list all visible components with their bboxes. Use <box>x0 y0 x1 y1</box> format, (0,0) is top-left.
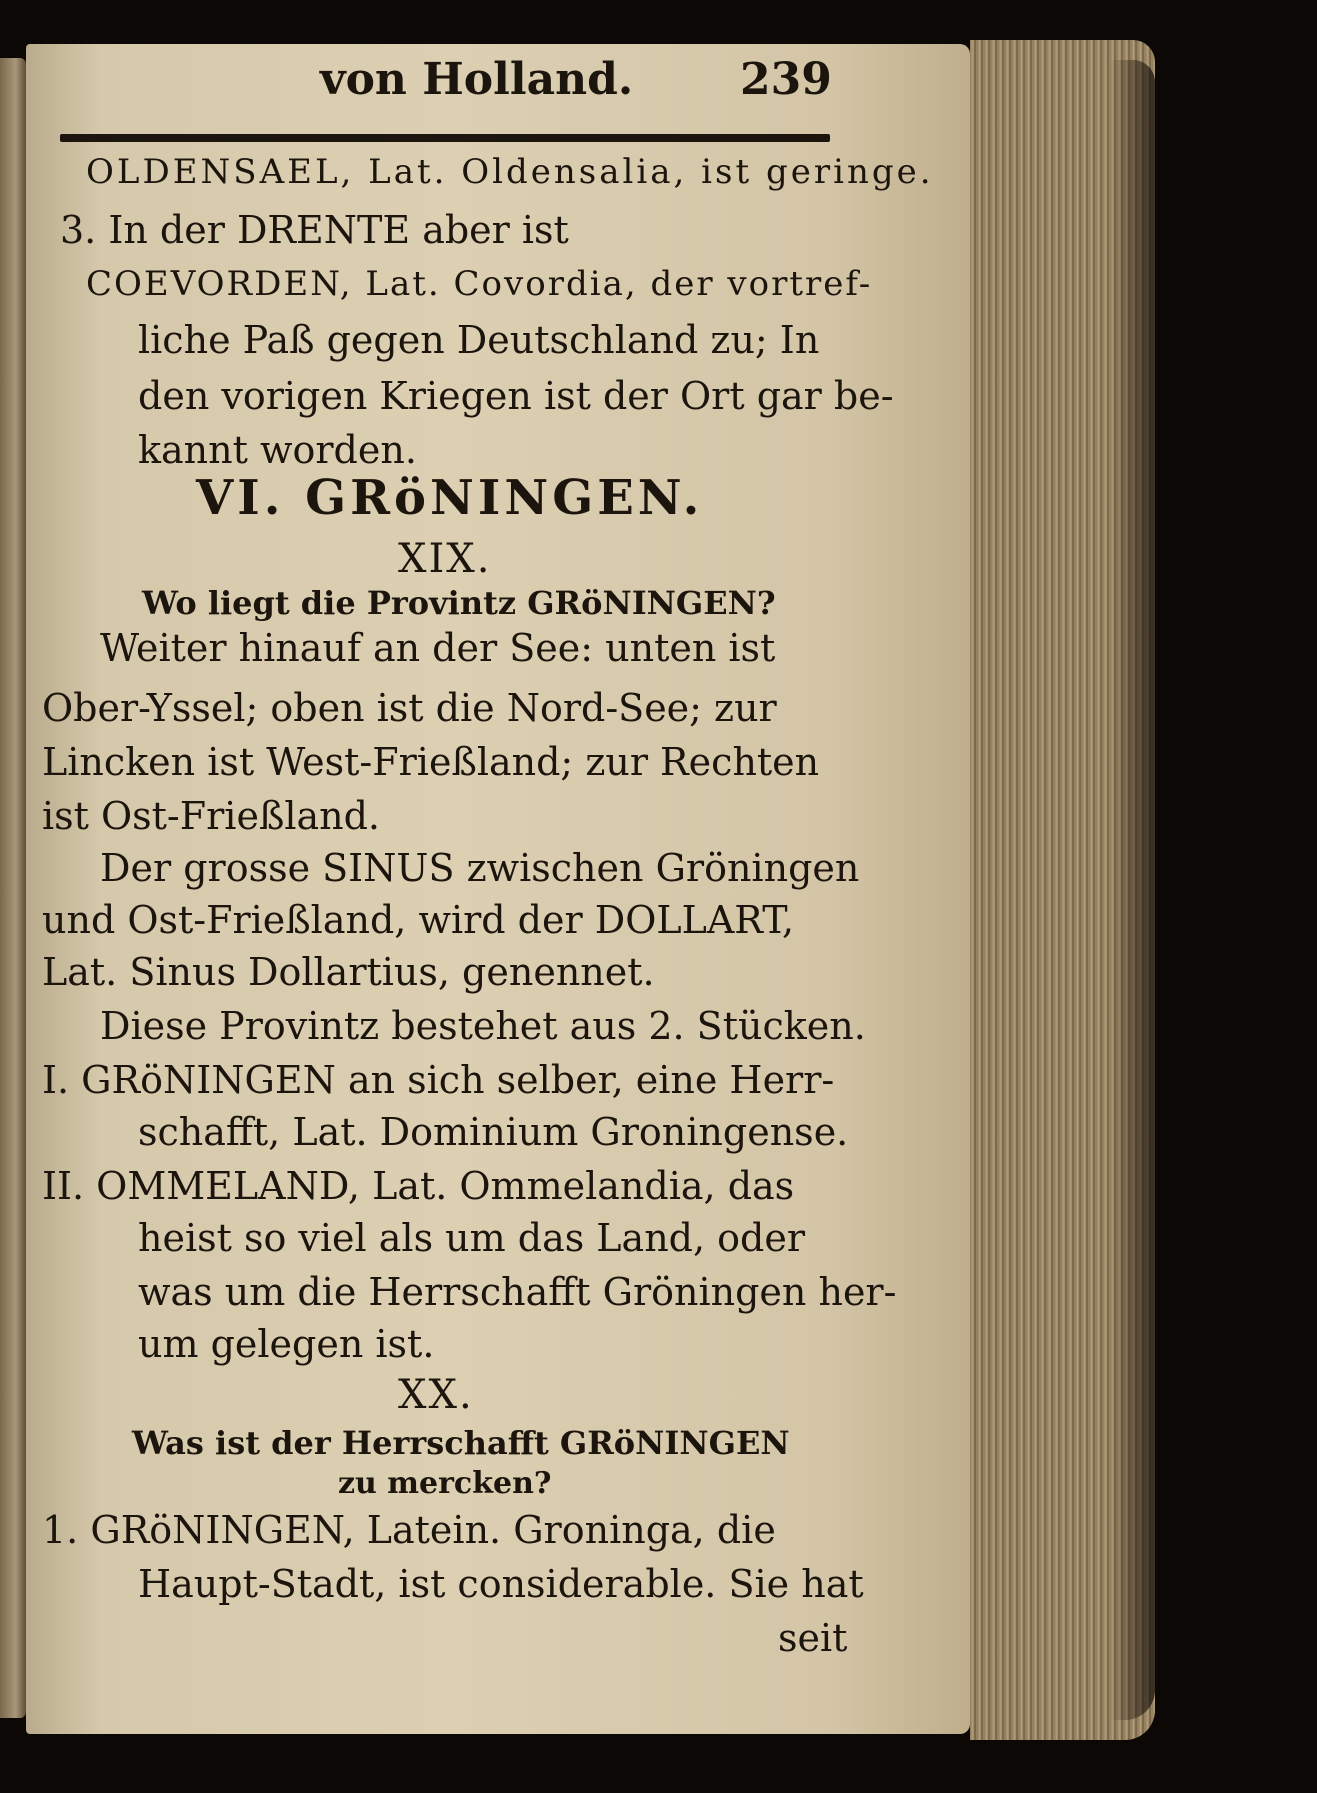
question-line: zu mercken? <box>338 1466 552 1501</box>
section-heading: VI. GRöNINGEN. <box>196 470 704 526</box>
text-line: Lincken ist West-Frießland; zur Rechten <box>42 740 820 784</box>
text-line: liche Paß gegen Deutschland zu; In <box>138 318 820 362</box>
text-line: Diese Provintz bestehet aus 2. Stücken. <box>100 1004 866 1048</box>
text-line: I. GRöNINGEN an sich selber, eine Herr- <box>42 1058 835 1102</box>
text-line: heist so viel als um das Land, oder <box>138 1216 806 1260</box>
text-line: II. OMMELAND, Lat. Ommelandia, das <box>42 1164 795 1208</box>
text-line: COEVORDEN, Lat. Covordia, der vortref- <box>86 264 873 304</box>
text-line: um gelegen ist. <box>138 1322 435 1366</box>
text-line: 1. GRöNINGEN, Latein. Groninga, die <box>42 1508 776 1552</box>
question-number: XIX. <box>398 536 492 582</box>
text-line: Ober-Yssel; oben ist die Nord-See; zur <box>42 686 777 730</box>
question-line: Wo liegt die Provintz GRöNINGEN? <box>142 584 776 622</box>
previous-page-edge <box>0 58 26 1718</box>
text-line: Haupt-Stadt, ist considerable. Sie hat <box>138 1562 864 1606</box>
text-line: Weiter hinauf an der See: unten ist <box>100 626 776 670</box>
text-line: Lat. Sinus Dollartius, genennet. <box>42 950 655 994</box>
catchword: seit <box>778 1616 848 1660</box>
text-line: was um die Herrschafft Gröningen her- <box>138 1270 897 1314</box>
text-line: den vorigen Kriegen ist der Ort gar be- <box>138 374 894 418</box>
text-line: schafft, Lat. Dominium Groningense. <box>138 1110 849 1154</box>
question-line: Was ist der Herrschafft GRöNINGEN <box>132 1424 790 1462</box>
question-number: XX. <box>398 1372 474 1418</box>
text-line: OLDENSAEL, Lat. Oldensalia, ist geringe. <box>86 152 934 192</box>
page-block-shadow <box>1110 60 1155 1720</box>
header-rule <box>60 134 830 142</box>
text-line: und Ost-Frießland, wird der DOLLART, <box>42 898 795 942</box>
text-line: ist Ost-Frießland. <box>42 794 381 838</box>
page-number: 239 <box>740 54 832 105</box>
text-line: 3. In der DRENTE aber ist <box>60 208 569 252</box>
text-line: Der grosse SINUS zwischen Gröningen <box>100 846 860 890</box>
text-line: kannt worden. <box>138 428 417 472</box>
running-header: von Holland. <box>320 54 634 105</box>
